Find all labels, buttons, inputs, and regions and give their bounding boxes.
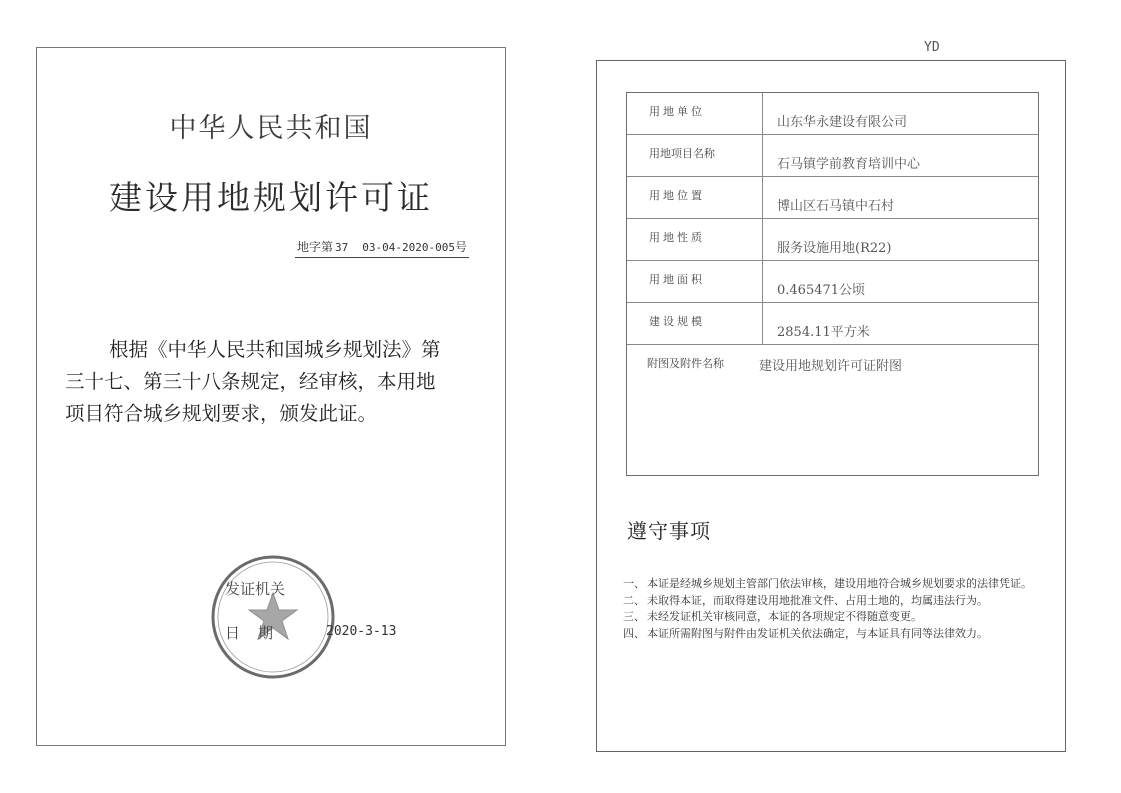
list-item [623, 626, 1043, 642]
notice-text: 未取得本证，而取得建设用地批准文件、占用土地的，均属违法行为。 [647, 593, 988, 607]
table-row [627, 303, 1038, 345]
row-label: 用地项目名称 [627, 135, 763, 176]
notice-number: 四、 [623, 626, 645, 640]
table-row [627, 93, 1038, 135]
notice-number: 二、 [623, 593, 645, 607]
land-info-table [626, 92, 1039, 476]
issue-date: 2020-3-13 [326, 624, 397, 639]
cert-number-code1: 37 [335, 241, 349, 254]
list-item [623, 609, 1043, 625]
notice-number: 一、 [623, 577, 645, 590]
statement-line-2: 三十七、第三十八条规定，经审核，本用地 [65, 370, 436, 393]
cert-number-prefix: 地字第 [297, 240, 334, 254]
row-value: 山东华永建设有限公司 [777, 115, 908, 130]
issue-date-label: 日期 [225, 624, 292, 642]
certificate-number [295, 238, 469, 258]
list-item [623, 576, 1043, 592]
row-label: 用地单位 [627, 93, 763, 134]
row-value: 服务设施用地(R22) [777, 241, 892, 256]
certificate-statement [65, 334, 495, 430]
row-label: 用地面积 [627, 261, 763, 302]
row-label: 用地位置 [627, 177, 763, 218]
attachment-value: 建设用地规划许可证附图 [759, 359, 903, 374]
attachment-row [627, 345, 1038, 475]
country-title: 中华人民共和国 [169, 113, 373, 144]
certificate-title: 建设用地规划许可证 [109, 178, 433, 217]
row-label: 建设规模 [627, 303, 763, 344]
cert-number-suffix: 号 [454, 240, 467, 254]
statement-line-3: 项目符合城乡规划要求，颁发此证。 [65, 402, 378, 425]
table-row [627, 219, 1038, 261]
row-value: 博山区石马镇中石村 [777, 199, 895, 214]
notice-text: 本证是经城乡规划主管部门依法审核，建设用地符合城乡规划要求的法律凭证。 [647, 577, 1032, 590]
notice-text: 未经发证机关审核同意，本证的各项规定不得随意变更。 [647, 610, 922, 623]
notice-list [623, 576, 1043, 642]
table-row [627, 135, 1038, 177]
list-item [623, 593, 1043, 609]
issuing-authority-label: 发证机关 [225, 580, 286, 598]
notice-text: 本证所需附图与附件由发证机关依法确定，与本证具有同等法律效力。 [647, 626, 988, 640]
corner-mark: YD [924, 40, 940, 55]
table-row [627, 177, 1038, 219]
notice-heading: 遵守事项 [627, 519, 711, 543]
row-value: 0.465471公顷 [777, 283, 866, 298]
certificate-info-page [596, 60, 1066, 752]
certificate-front-page [36, 47, 506, 746]
attachment-label: 附图及附件名称 [647, 357, 724, 370]
row-value: 石马镇学前教育培训中心 [777, 157, 921, 172]
row-label: 用地性质 [627, 219, 763, 260]
cert-number-code2: 03-04-2020-005 [362, 241, 455, 254]
row-value: 2854.11平方米 [777, 325, 870, 340]
official-seal-icon [209, 553, 337, 681]
statement-line-1: 根据《中华人民共和国城乡规划法》第 [109, 338, 441, 361]
table-row [627, 261, 1038, 303]
notice-number: 三、 [623, 610, 645, 623]
